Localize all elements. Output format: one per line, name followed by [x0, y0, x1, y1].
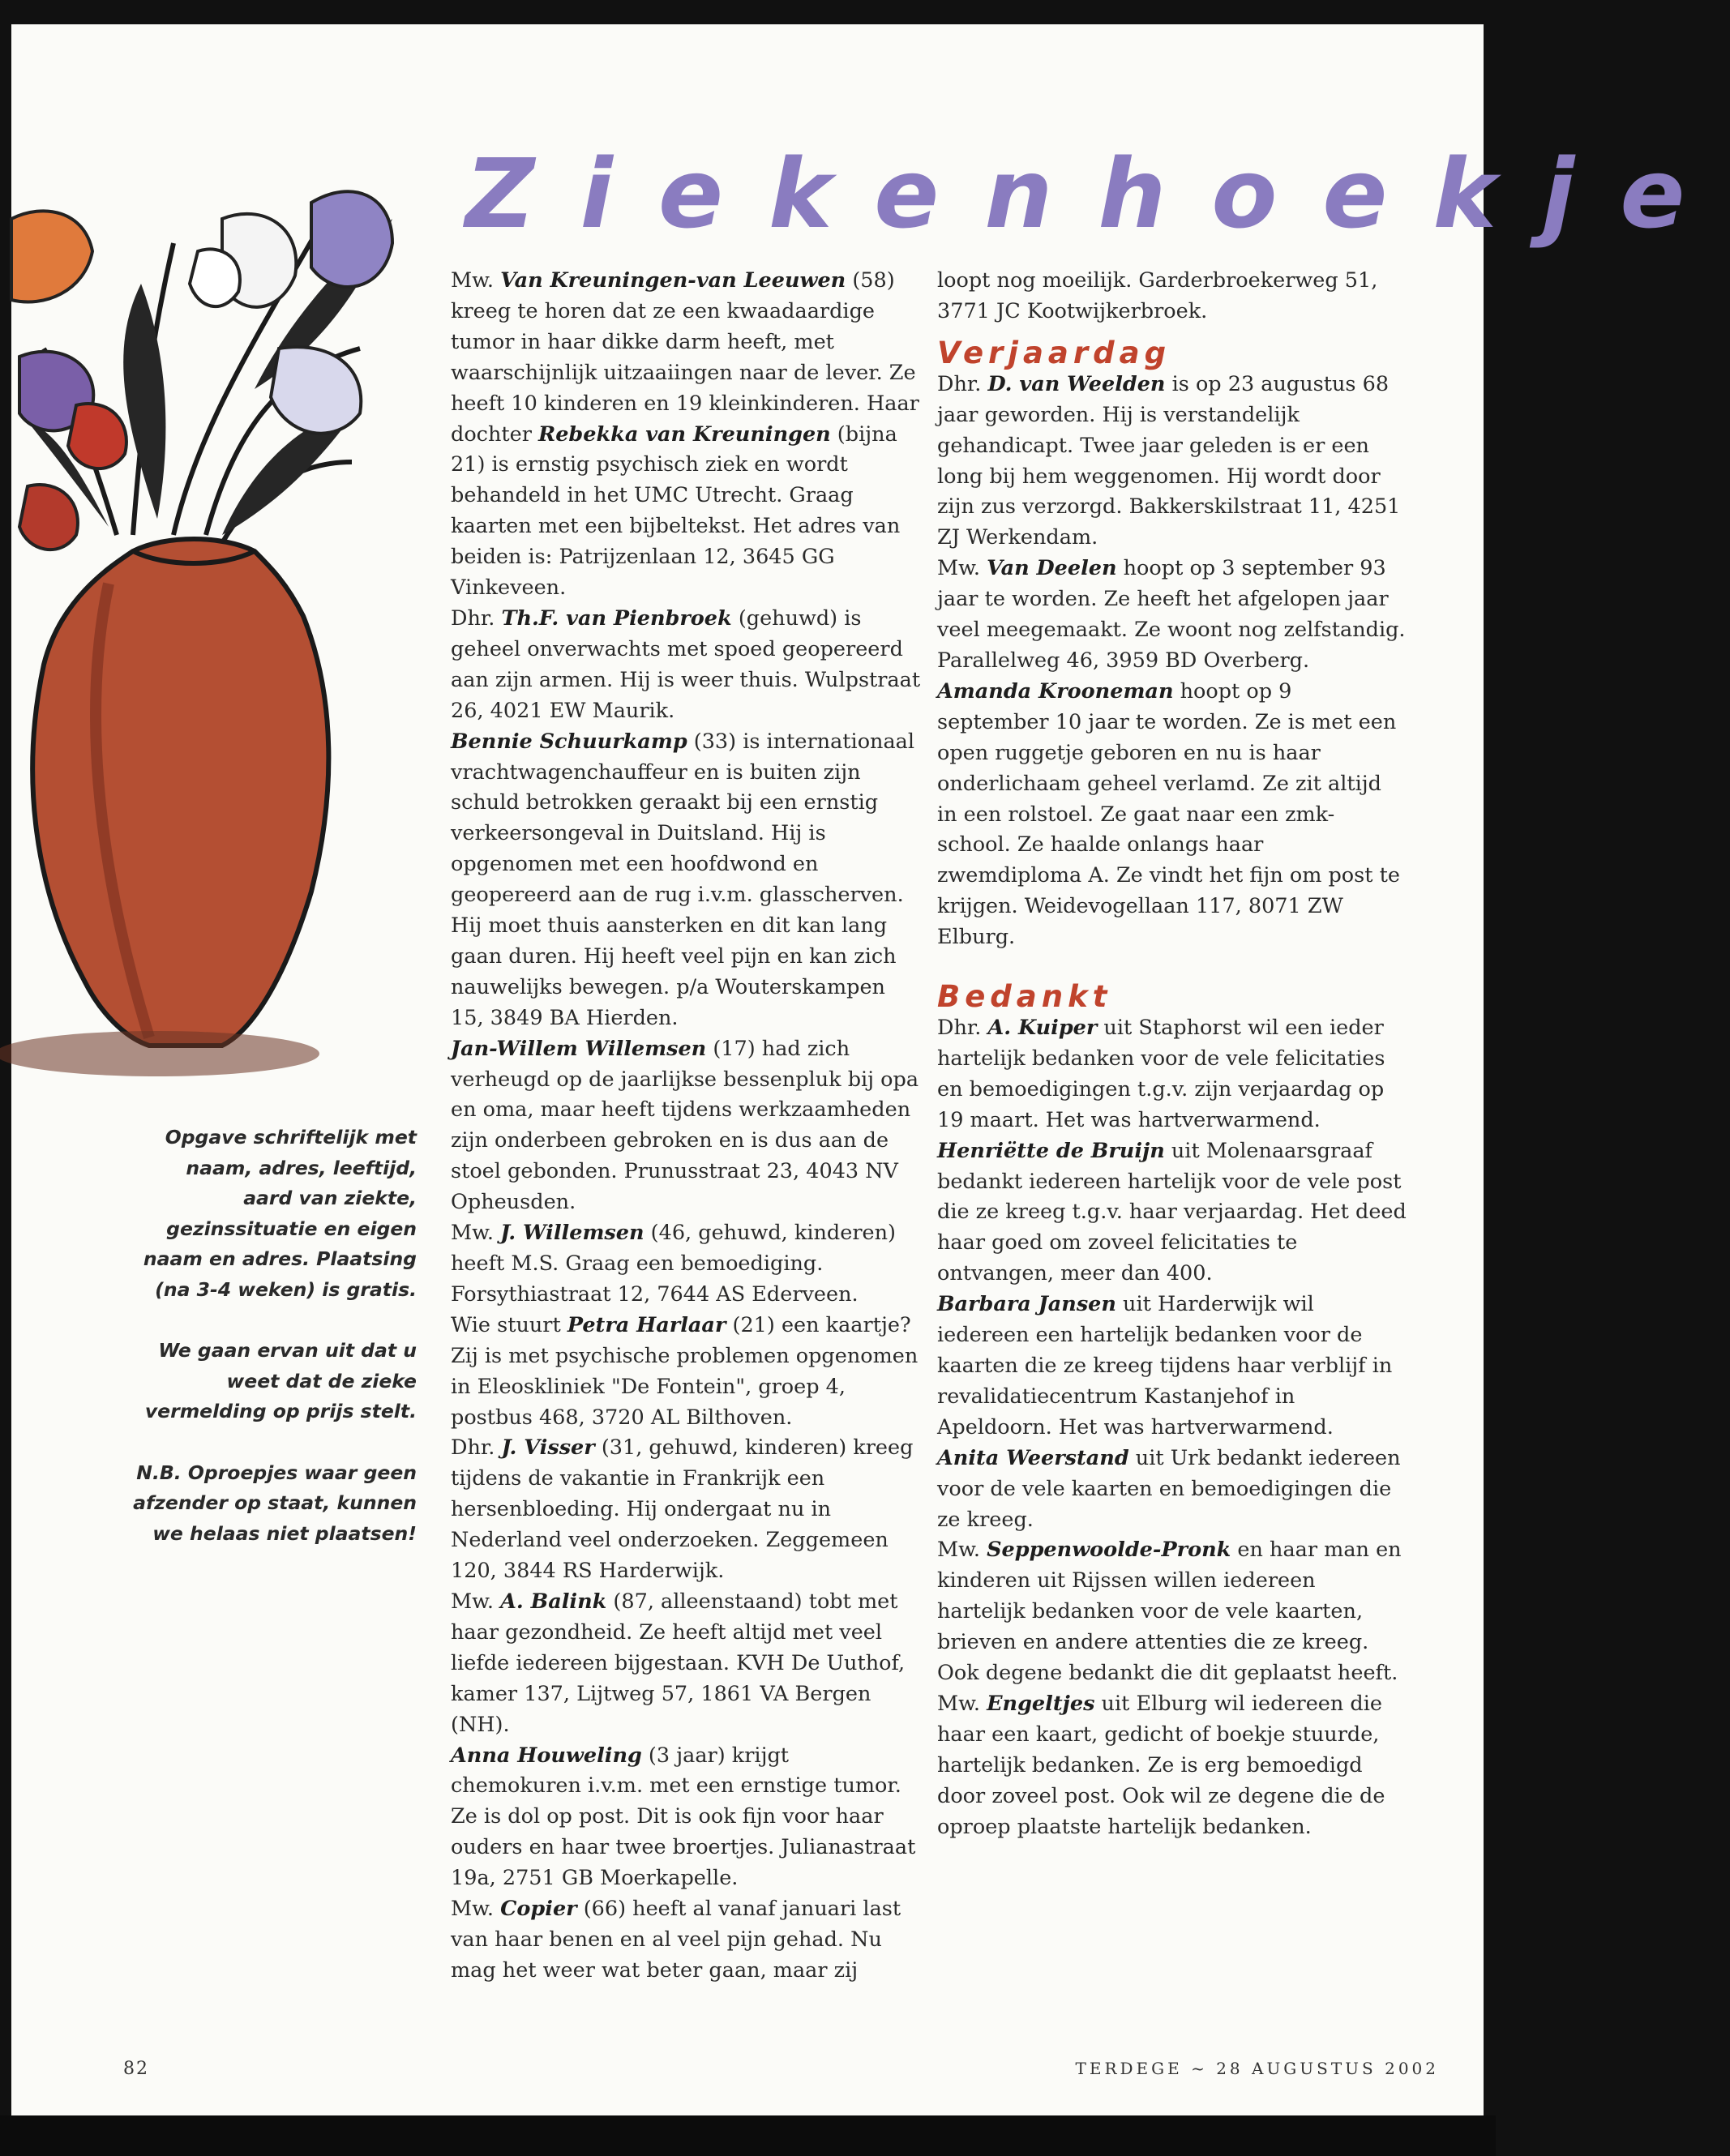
sidebar-note: Opgave schriftelijk met naam, adres, leeftijd, aard van ziekte, gezinssituatie en eigen naam en adres. Plaatsing (na 3-4 weken) is gratis. — [143, 1126, 417, 1301]
person-name: J. Visser — [501, 1435, 595, 1461]
person-name: D. van Weelden — [987, 371, 1166, 396]
submission-info-sidebar — [133, 1123, 417, 1580]
person-name: Engeltjes — [987, 1691, 1095, 1716]
person-name: Th.F. van Pienbroek — [501, 605, 732, 631]
person-name: Bennie Schuurkamp — [451, 729, 687, 754]
person-name: Petra Harlaar — [567, 1312, 726, 1337]
orange-tulip — [11, 211, 92, 302]
notice-entry: Mw. Copier (66) heeft al vanaf januari last van haar benen en al veel pijn gehad. Nu mag het weer wat beter gaan, maar zij — [451, 1897, 901, 1983]
notice-entry: Dhr. Th.F. van Pienbroek (gehuwd) is geheel onverwachts met spoed geopereerd aan zijn armen. Hij is weer thuis. Wulpstraat 26, 4021 EW Maurik. — [451, 605, 921, 723]
page-number: 82 — [123, 2059, 149, 2079]
sidebar-note: We gaan ervan uit dat u weet dat de zieke vermelding op prijs stelt. — [144, 1339, 417, 1422]
notice-entry: Anna Houweling (3 jaar) krijgt chemokuren i.v.m. met een ernstige tumor. Ze is dol op post. Dit is ook fijn voor haar ouders en haar twee broertjes. Julianastraat 19a, 2751 GB Moerkapelle. — [451, 1743, 916, 1891]
magazine-footer: TERDEGE ~ 28 AUGUSTUS 2002 — [1075, 2059, 1439, 2078]
notice-entry: Dhr. J. Visser (31, gehuwd, kinderen) kreeg tijdens de vakantie in Frankrijk een hersenbloeding. Hij ondergaat nu in Nederland veel onderzoeken. Zeggemeen 120, 3844 RS Harderwijk. — [451, 1435, 914, 1584]
person-name: Van Deelen — [987, 556, 1117, 581]
notice-entry: Jan-Willem Willemsen (17) had zich verheugd op de jaarlijkse bessenpluk bij opa en oma, maar heeft tijdens werkzaamheden zijn onderbeen gebroken en is dus aan de stoel gebonden. Prunusstraat 23, 4043 NV Opheusden. — [451, 1036, 919, 1215]
notice-entry: Mw. Engeltjes uit Elburg wil iedereen die haar een kaart, gedicht of boekje stuurde, hartelijk bedanken. Ze is erg bemoedigd door zoveel post. Ook wil ze degene die de oproep plaatste hartelijk bedanken. — [937, 1691, 1385, 1839]
person-name: Amanda Krooneman — [937, 678, 1174, 704]
notice-entry: Anita Weerstand uit Urk bedankt iedereen voor de vele kaarten en bemoedigingen die ze kreeg. — [937, 1445, 1401, 1532]
notice-entry: Mw. J. Willemsen (46, gehuwd, kinderen) heeft M.S. Graag een bemoediging. Forsythiastraat 12, 7644 AS Ederveen. — [451, 1221, 896, 1307]
vase-body — [32, 539, 328, 1046]
person-name: J. Willemsen — [500, 1221, 644, 1246]
person-name: A. Balink — [500, 1589, 607, 1614]
notice-entry: Dhr. A. Kuiper uit Staphorst wil een ieder hartelijk bedanken voor de vele felicitaties en bemoedigingen t.g.v. zijn verjaardag op 19 maart. Het was hartverwarmend. — [937, 1016, 1385, 1132]
notice-entry: Dhr. D. van Weelden is op 23 augustus 68 jaar geworden. Hij is verstandelijk gehandicapt. Twee jaar geleden is er een long bij hem weggenomen. Hij wordt door zijn zus verzorgd. Bakkerskilstraat 11, 4251 ZJ Werkendam. — [937, 371, 1401, 550]
red-flower — [68, 404, 126, 468]
page-title: Ziekenhoekje — [465, 138, 1730, 250]
magazine-page — [11, 24, 1730, 2115]
person-name: Seppenwoolde-Pronk — [987, 1538, 1231, 1563]
section-heading-bedankt: Bedankt — [937, 979, 1112, 1015]
notice-continuation: loopt nog moeilijk. Garderbroekerweg 51, 3771 JC Kootwijkerbroek. — [937, 268, 1378, 323]
notice-entry: Amanda Krooneman hoopt op 9 september 10 jaar te worden. Ze is met een open ruggetje geboren en nu is haar onderlichaam geheel verlamd. Ze zit altijd in een rolstoel. Ze gaat naar een zmk-school. Ze haalde onlangs haar zwemdiploma A. Ze vindt het fijn om post te krijgen. Weidevogellaan 117, 8071 ZW Elburg. — [937, 678, 1400, 950]
notice-entry: Mw. A. Balink (87, alleenstaand) tobt met haar gezondheid. Ze heeft altijd met veel liefde iedereen bijgestaan. KVH De Uuthof, kamer 137, Lijtweg 57, 1861 VA Bergen (NH). — [451, 1589, 906, 1737]
notice-entry: Henriëtte de Bruijn uit Molenaarsgraaf bedankt iedereen hartelijk voor de vele post die ze kreeg t.g.v. haar verjaardag. Het deed haar goed om zoveel felicitaties te ontvangen, meer dan 400. — [937, 1138, 1407, 1286]
notice-entry: Wie stuurt Petra Harlaar (21) een kaartje? Zij is met psychische problemen opgenomen in Eleoskliniek "De Fontein", groep 4, postbus 468, 3720 AL Bilthoven. — [451, 1312, 919, 1430]
section-heading-verjaardag: Verjaardag — [937, 335, 1171, 370]
notice-entry: Mw. Van Kreuningen-van Leeuwen (58) kreeg te horen dat ze een kwaadaardige tumor in haar dikke darm heeft, met waarschijnlijk uitzaaiingen naar de lever. Ze heeft 10 kinderen en 19 kleinkinderen. Haar dochter Rebekka van Kreuningen (bijna 21) is ernstig psychisch ziek en wordt behandeld in het UMC Utrecht. Graag kaarten met een bijbeltekst. Het adres van beiden is: Patrijzenlaan 12, 3645 GG Vinkeveen. — [451, 268, 919, 601]
red-flower-2 — [19, 485, 78, 550]
person-name: Anna Houweling — [451, 1743, 642, 1768]
column-right — [937, 266, 1407, 1843]
person-name: Van Kreuningen-van Leeuwen — [500, 268, 846, 293]
notice-entry: Bennie Schuurkamp (33) is internationaal vrachtwagenchauffeur en is buiten zijn schuld betrokken geraakt bij een ernstig verkeersongeval in Duitsland. Hij is opgenomen met een hoofdwond en geopereerd aan de rug i.v.m. glasscherven. Hij moet thuis aansterken en dit kan lang gaan duren. Hij heeft veel pijn en kan zich nauwelijks bewegen. p/a Wouterskampen 15, 3849 BA Hierden. — [451, 729, 915, 1030]
lavender-tulip — [271, 347, 361, 434]
column-left — [451, 266, 921, 1987]
notice-entry: Barbara Jansen uit Harderwijk wil iedereen een hartelijk bedanken voor de kaarten die ze kreeg tijdens haar verblijf in revalidatiecentrum Kastanjehof in Apeldoorn. Het was hartverwarmend. — [937, 1292, 1393, 1439]
person-name: A. Kuiper — [987, 1016, 1098, 1041]
person-name: Anita Weerstand — [937, 1445, 1129, 1470]
person-name: Jan-Willem Willemsen — [451, 1036, 707, 1061]
scan-border — [0, 2115, 1496, 2156]
notice-entry: Mw. Seppenwoolde-Pronk en haar man en kinderen uit Rijssen willen iedereen hartelijk bedanken voor de vele kaarten, brieven en andere attenties die ze kreeg. Ook degene bedankt die dit geplaatst heeft. — [937, 1538, 1402, 1686]
notice-entry: Mw. Van Deelen hoopt op 3 september 93 jaar te worden. Ze heeft het afgelopen jaar veel meegemaakt. Ze woont nog zelfstandig. Parallelweg 46, 3959 BD Overberg. — [937, 556, 1406, 673]
vase-illustration — [11, 81, 465, 1086]
person-name: Henriëtte de Bruijn — [937, 1138, 1165, 1163]
person-name: Barbara Jansen — [937, 1292, 1116, 1317]
purple-tulip — [311, 191, 392, 287]
person-name: Rebekka van Kreuningen — [538, 421, 831, 447]
person-name: Copier — [500, 1897, 577, 1922]
white-bud — [190, 249, 240, 306]
sidebar-note: N.B. Oproepjes waar geen afzender op staat, kunnen we helaas niet plaatsen! — [133, 1461, 417, 1545]
